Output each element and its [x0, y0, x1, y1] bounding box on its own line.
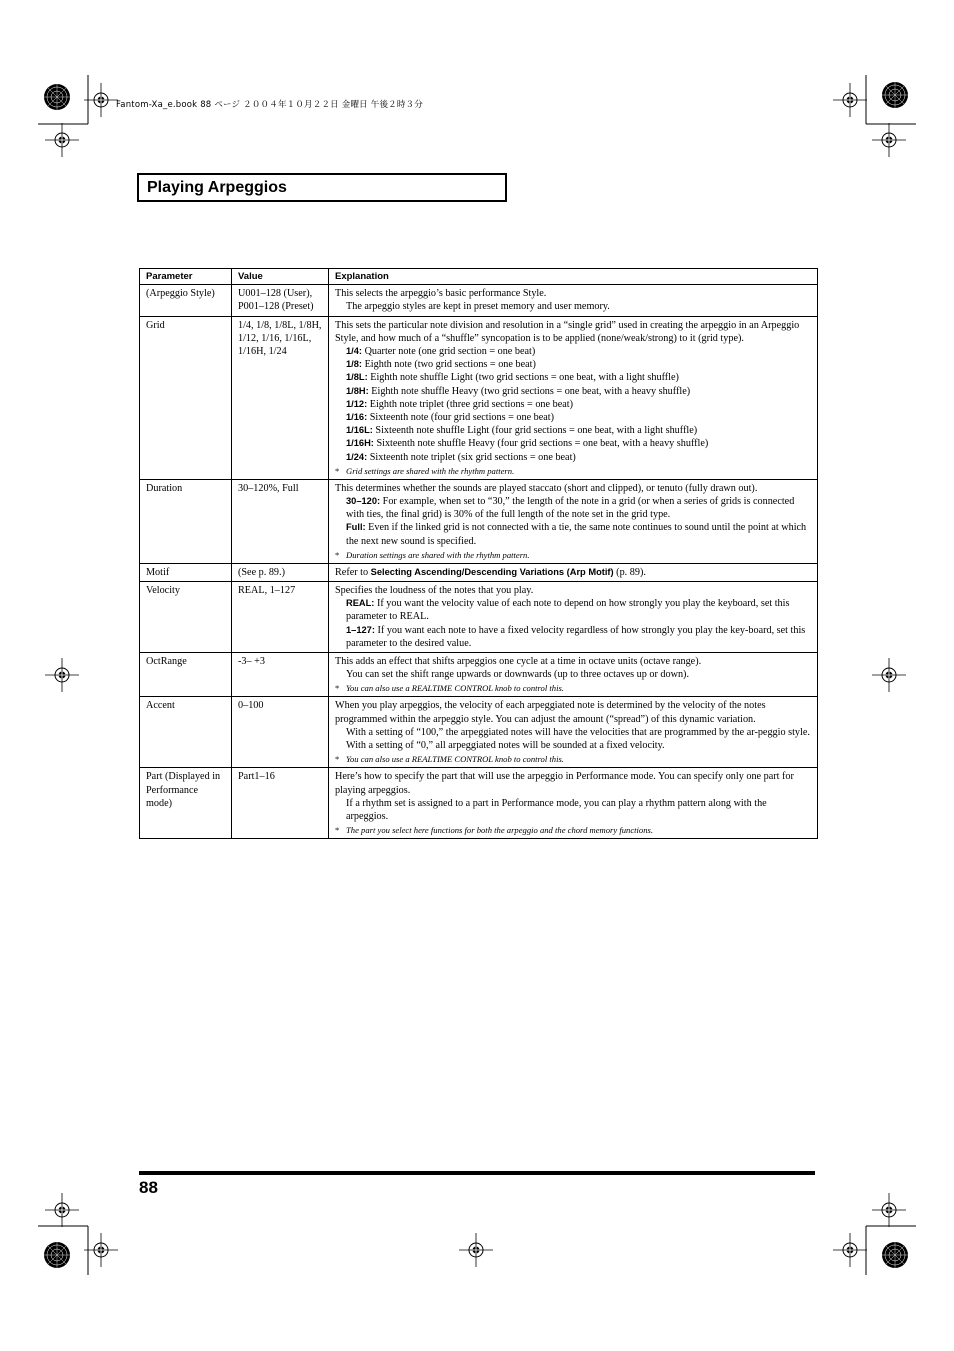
value-cell: Part1–16	[232, 768, 329, 839]
option-key: 1/12:	[346, 398, 368, 409]
explanation-lead	[335, 699, 811, 725]
column-header-parameter: Parameter	[140, 269, 232, 285]
parameter-cell: OctRange	[140, 653, 232, 697]
table-row	[140, 563, 818, 581]
option-description: If you want each note to have a fixed velocity regardless of how strongly you play the key-board, set this parameter to the desired value.	[346, 624, 806, 649]
footer-rule	[139, 1171, 815, 1175]
table-header-row	[140, 269, 818, 285]
explanation-item	[346, 451, 811, 464]
explanation-item	[346, 726, 811, 752]
note-asterisk-icon: *	[335, 825, 340, 836]
parameter-table	[139, 268, 818, 839]
explanation-note	[335, 549, 811, 561]
note-asterisk-icon: *	[335, 465, 340, 476]
option-description: Sixteenth note (four grid sections = one beat)	[369, 412, 555, 424]
option-description: Sixteenth note shuffle Heavy (four grid sections = one beat, with a heavy shuffle)	[376, 438, 709, 450]
explanation-item	[346, 345, 811, 358]
parameter-cell: Accent	[140, 697, 232, 768]
option-description: The arpeggio styles are kept in preset memory and user memory.	[346, 301, 610, 313]
parameter-cell: Motif	[140, 563, 232, 581]
section-title-box	[137, 173, 507, 202]
explanation-lead	[335, 655, 811, 668]
option-description: Sixteenth note triplet (six grid sections = one beat)	[369, 451, 576, 463]
option-key: 1/16:	[346, 412, 368, 423]
note-asterisk-icon: *	[335, 683, 340, 694]
explanation-note	[335, 465, 811, 477]
explanation-lead	[335, 482, 811, 495]
explanation-lead	[335, 566, 811, 579]
option-key: 1/8L:	[346, 372, 368, 383]
explanation-item	[346, 411, 811, 424]
column-header-value: Value	[232, 269, 329, 285]
option-description: Even if the linked grid is not connected with a tie, the same note continues to sound until the point at which the next new sound is specified.	[346, 522, 807, 547]
parameter-cell: Part (Displayed in Performance mode)	[140, 768, 232, 839]
value-cell: 0–100	[232, 697, 329, 768]
explanation-cell	[329, 479, 818, 563]
page-number: 88	[139, 1178, 158, 1197]
explanation-item	[346, 668, 811, 681]
option-description: Sixteenth note shuffle Light (four grid sections = one beat, with a light shuffle)	[375, 425, 698, 437]
value-cell: (See p. 89.)	[232, 563, 329, 581]
note-text: Grid settings are shared with the rhythm pattern.	[346, 465, 515, 476]
column-header-explanation: Explanation	[329, 269, 818, 285]
parameter-cell: (Arpeggio Style)	[140, 285, 232, 316]
value-cell: 1/4, 1/8, 1/8L, 1/8H, 1/12, 1/16, 1/16L, 1/16H, 1/24	[232, 316, 329, 479]
explanation-lead-text: This adds an effect that shifts arpeggios one cycle at a time in octave units (octave range).	[335, 656, 702, 668]
explanation-lead-text: Here’s how to specify the part that will use the arpeggio in Performance mode. You can specify only one part for playing arpeggios.	[335, 771, 794, 796]
value-cell: 30–120%, Full	[232, 479, 329, 563]
note-text: The part you select here functions for both the arpeggio and the chord memory functions.	[346, 825, 654, 836]
explanation-lead-text: This sets the particular note division and resolution in a “single grid” used in creating the arpeggio in an Arpeggio Style, and how much of a “shuffle” syncopation is to be applied (none/weak/strong) to it (grid type).	[335, 319, 800, 344]
table-row	[140, 316, 818, 479]
explanation-lead-text: Refer to	[335, 566, 369, 578]
value-cell: REAL, 1–127	[232, 582, 329, 653]
option-key: 30–120:	[346, 496, 381, 507]
explanation-lead-text: This determines whether the sounds are played staccato (short and clipped), or tenuto (fully drawn out).	[335, 482, 758, 494]
explanation-lead	[335, 319, 811, 345]
explanation-note	[335, 824, 811, 836]
option-key: 1/24:	[346, 451, 368, 462]
option-description: Eighth note shuffle Light (two grid sections = one beat, with a light shuffle)	[370, 372, 679, 384]
explanation-lead	[335, 770, 811, 796]
parameter-cell: Grid	[140, 316, 232, 479]
explanation-item	[346, 437, 811, 450]
option-key: 1/16L:	[346, 425, 373, 436]
explanation-lead-text: When you play arpeggios, the velocity of each arpeggiated note is determined by the velocity of the notes programmed within the arpeggio style. You can adjust the amount (“spread”) of this dynamic variation.	[335, 700, 766, 725]
explanation-item	[346, 358, 811, 371]
option-key: 1/8:	[346, 359, 363, 370]
explanation-item	[346, 424, 811, 437]
explanation-lead	[335, 287, 811, 300]
explanation-item	[346, 398, 811, 411]
option-description: If a rhythm set is assigned to a part in Performance mode, you can play a rhythm pattern along with the arpeggios.	[346, 797, 767, 822]
explanation-cell	[329, 582, 818, 653]
option-description: Eighth note triplet (three grid sections = one beat)	[369, 398, 573, 410]
cross-reference-page: (p. 89).	[616, 566, 646, 578]
option-description: If you want the velocity value of each note to depend on how strongly you play the keyboard, set this parameter to REAL.	[346, 598, 790, 623]
option-key: 1–127:	[346, 624, 375, 635]
option-key: Full:	[346, 522, 366, 533]
option-key: 1/16H:	[346, 438, 374, 449]
table-row	[140, 653, 818, 697]
option-description: For example, when set to “30,” the length of the note in a grid (or when a series of grids is connected with ties, the final grid) is 30% of the full length of the note set in the grid type.	[346, 496, 795, 521]
explanation-cell	[329, 653, 818, 697]
option-description: With a setting of “100,” the arpeggiated notes will have the velocities that are programmed by the ar-peggio style. With a setting of “0,” all arpeggiated notes will be sounded at a fixed velocity.	[346, 726, 810, 752]
value-cell: -3– +3	[232, 653, 329, 697]
explanation-lead-text: Specifies the loudness of the notes that you play.	[335, 585, 534, 597]
explanation-cell	[329, 316, 818, 479]
explanation-lead	[335, 584, 811, 597]
parameter-cell: Duration	[140, 479, 232, 563]
option-description: You can set the shift range upwards or downwards (up to three octaves up or down).	[346, 669, 689, 681]
option-description: Eighth note (two grid sections = one beat)	[364, 359, 536, 371]
option-description: Quarter note (one grid section = one beat)	[364, 346, 536, 358]
explanation-item	[346, 300, 811, 313]
explanation-cell	[329, 285, 818, 316]
explanation-note	[335, 682, 811, 694]
table-row	[140, 582, 818, 653]
explanation-item	[346, 797, 811, 823]
note-text: You can also use a REALTIME CONTROL knob to control this.	[346, 754, 564, 765]
explanation-cell	[329, 563, 818, 581]
option-key: REAL:	[346, 598, 375, 609]
option-key: 1/8H:	[346, 385, 369, 396]
table-row	[140, 479, 818, 563]
explanation-cell	[329, 697, 818, 768]
explanation-cell	[329, 768, 818, 839]
explanation-lead-text: This selects the arpeggio’s basic performance Style.	[335, 288, 547, 300]
section-title: Playing Arpeggios	[147, 179, 287, 196]
explanation-note	[335, 753, 811, 765]
note-asterisk-icon: *	[335, 754, 340, 765]
parameter-cell: Velocity	[140, 582, 232, 653]
note-text: Duration settings are shared with the rhythm pattern.	[346, 549, 530, 560]
table-row	[140, 768, 818, 839]
explanation-item	[346, 624, 811, 650]
value-cell: U001–128 (User), P001–128 (Preset)	[232, 285, 329, 316]
explanation-item	[346, 597, 811, 623]
explanation-item	[346, 385, 811, 398]
option-key: 1/4:	[346, 346, 363, 357]
table-row	[140, 285, 818, 316]
table-row	[140, 697, 818, 768]
note-text: You can also use a REALTIME CONTROL knob to control this.	[346, 683, 564, 694]
file-stamp: Fantom-Xa_e.book 88 ページ ２００４年１０月２２日 金曜日 午後２時３分	[116, 100, 423, 110]
option-description: Eighth note shuffle Heavy (two grid sections = one beat, with a heavy shuffle)	[371, 385, 691, 397]
explanation-item	[346, 371, 811, 384]
cross-reference-link: Selecting Ascending/Descending Variations (Arp Motif)	[370, 566, 614, 577]
explanation-item	[346, 495, 811, 521]
note-asterisk-icon: *	[335, 549, 340, 560]
explanation-item	[346, 521, 811, 547]
